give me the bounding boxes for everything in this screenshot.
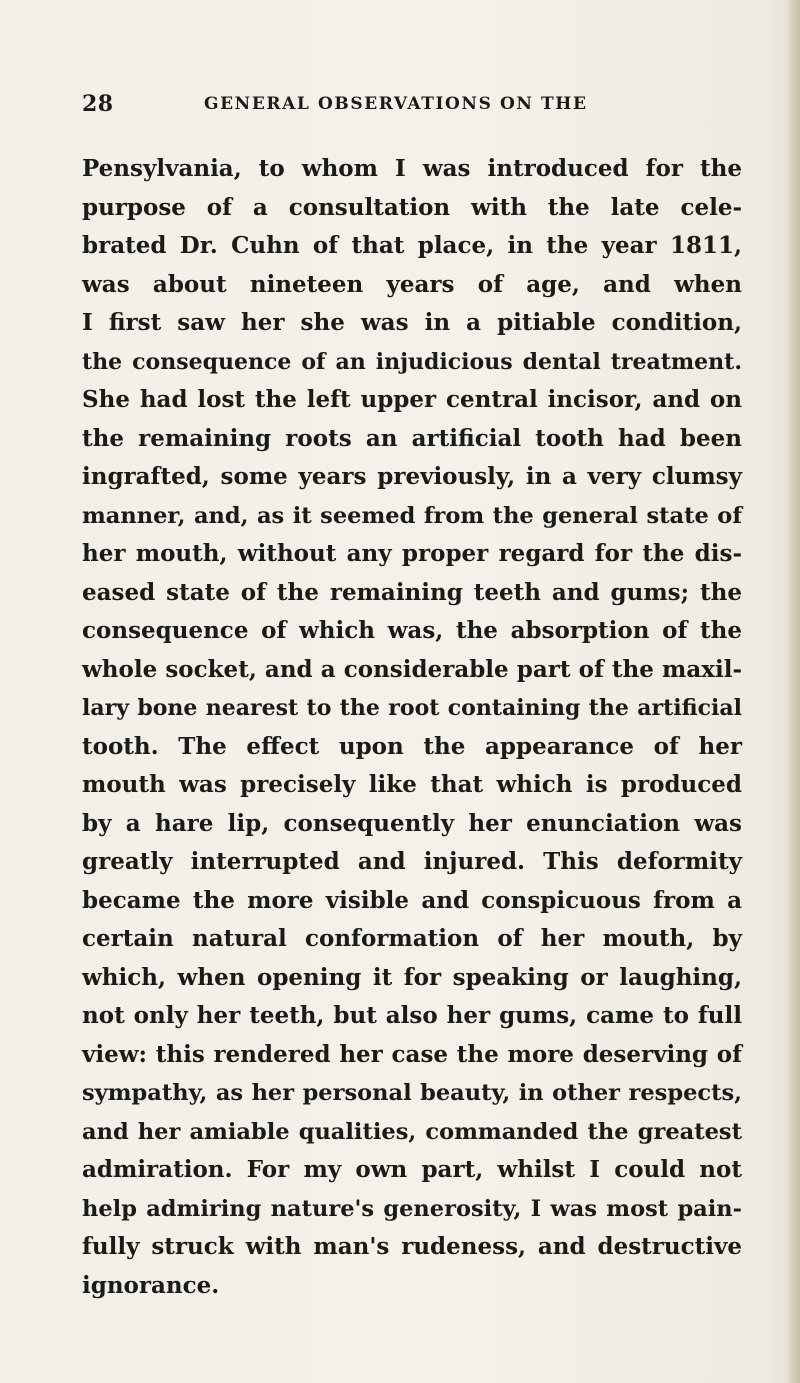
text-line: ingrafted, some years previously, in a very clumsy	[82, 463, 742, 490]
text-line: tooth. The effect upon the appearance of her	[82, 732, 742, 760]
text-line: which, when opening it for speaking or laughing,	[82, 963, 742, 991]
text-line: whole socket, and a considerable part of the maxil-	[82, 655, 742, 683]
text-line: fully struck with man's rudeness, and destructive	[82, 1233, 742, 1260]
text-line: certain natural conformation of her mouth, by	[82, 925, 742, 952]
text-line: Pensylvania, to whom I was introduced for the	[82, 155, 742, 182]
text-line: became the more visible and conspicuous from a	[82, 886, 742, 914]
text-line: was about nineteen years of age, and when	[82, 270, 742, 298]
text-line: view: this rendered her case the more deserving of	[82, 1040, 742, 1068]
text-line: lary bone nearest to the root containing the artificial	[82, 695, 742, 721]
text-line: the remaining roots an artificial tooth had been	[82, 424, 742, 452]
page-edge-shadow	[786, 0, 800, 1383]
text-line: mouth was precisely like that which is produced	[82, 771, 742, 798]
text-line: not only her teeth, but also her gums, came to full	[82, 1002, 742, 1029]
text-line: eased state of the remaining teeth and gums; the	[82, 578, 742, 606]
running-head	[82, 91, 732, 121]
page-number: 28	[82, 91, 114, 117]
text-line: She had lost the left upper central incisor, and on	[82, 386, 742, 413]
text-line: the consequence of an injudicious dental treatment.	[82, 348, 742, 375]
text-line: purpose of a consultation with the late cele-	[82, 193, 742, 221]
text-line: manner, and, as it seemed from the general state of	[82, 502, 742, 529]
text-line: by a hare lip, consequently her enunciation was	[82, 809, 742, 837]
text-line: admiration. For my own part, whilst I could not	[82, 1156, 742, 1183]
text-line: ignorance.	[82, 1271, 220, 1299]
text-line: greatly interrupted and injured. This deformity	[82, 848, 742, 875]
text-line: help admiring nature's generosity, I was most pain-	[82, 1195, 742, 1222]
text-line: I first saw her she was in a pitiable condition,	[82, 309, 742, 336]
text-line: sympathy, as her personal beauty, in other respects,	[82, 1080, 742, 1106]
text-line: her mouth, without any proper regard for the dis-	[82, 540, 742, 567]
text-line: consequence of which was, the absorption of the	[82, 617, 742, 644]
running-title: GENERAL OBSERVATIONS ON THE	[204, 94, 588, 114]
text-line: brated Dr. Cuhn of that place, in the year 1811,	[82, 232, 742, 259]
body-paragraph	[82, 150, 742, 1305]
text-line: and her amiable qualities, commanded the greatest	[82, 1118, 742, 1145]
